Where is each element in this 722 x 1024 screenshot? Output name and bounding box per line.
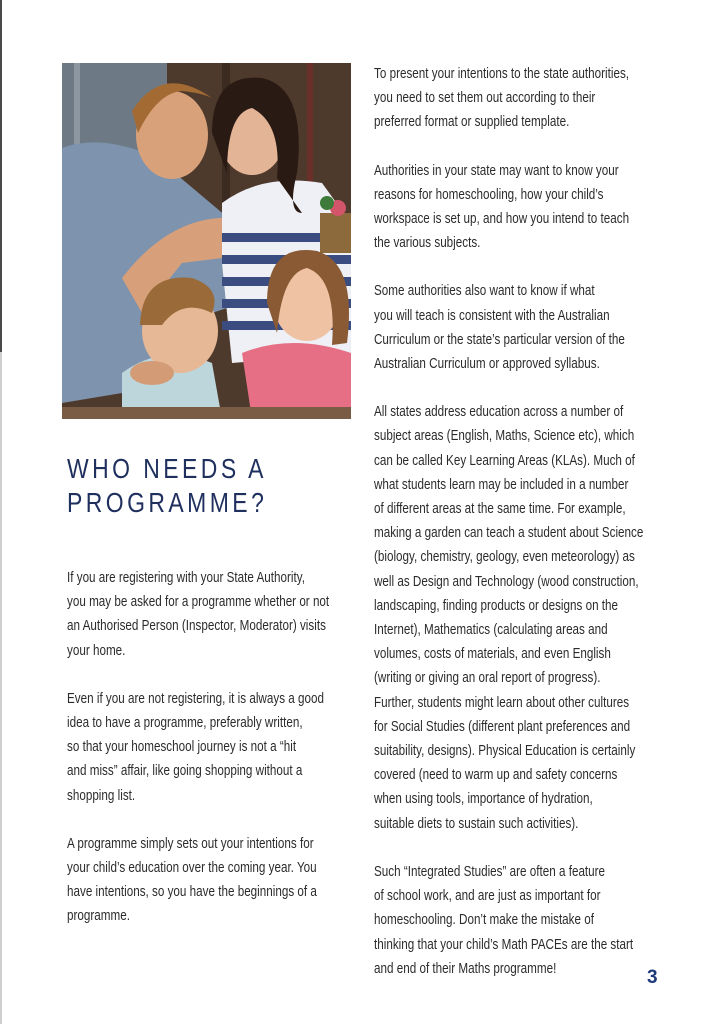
text-line: well as Design and Technology (wood construction,	[374, 573, 639, 590]
text-line: what students learn may be included in a number	[374, 476, 629, 493]
text-line: preferred format or supplied template.	[374, 114, 570, 131]
text-line: of school work, and are just as important for	[374, 888, 601, 905]
text-line: of different areas at the same time. For example,	[374, 501, 626, 518]
text-line: suitability, designs). Physical Education is certainly	[374, 743, 636, 760]
text-line: so that your homeschool journey is not a “hit	[67, 739, 297, 756]
text-line: reasons for homeschooling, how your child’s	[374, 186, 604, 203]
text-line: the various subjects.	[374, 235, 481, 252]
paragraph-not-registering	[67, 687, 324, 808]
text-line: making a garden can teach a student about Science	[374, 525, 644, 542]
text-line: your child’s education over the coming year. You	[67, 860, 317, 877]
text-line: your home.	[67, 642, 126, 659]
family-photo	[62, 63, 351, 419]
section-heading-line-1: WHO NEEDS A	[67, 453, 267, 484]
text-line: Some authorities also want to know if what	[374, 283, 595, 300]
text-line: Australian Curriculum or approved syllabus.	[374, 356, 600, 373]
text-line: an Authorised Person (Inspector, Moderator) visits	[67, 618, 326, 635]
paragraph-integrated-studies	[374, 860, 634, 981]
text-line: and end of their Maths programme!	[374, 960, 557, 977]
text-line: To present your intentions to the state authorities,	[374, 66, 630, 82]
page-binding-edge	[0, 0, 2, 352]
section-heading-line-2: PROGRAMME?	[67, 487, 268, 518]
right-column-text	[374, 62, 674, 1005]
text-line: Authorities in your state may want to know your	[374, 162, 619, 179]
text-line: (writing or giving an oral report of progress).	[374, 670, 601, 687]
text-line: Curriculum or the state’s particular version of the	[374, 331, 625, 348]
text-line: programme.	[67, 908, 130, 925]
text-line: (biology, chemistry, geology, even meteorology) as	[374, 549, 635, 566]
text-line: A programme simply sets out your intentions for	[67, 835, 314, 852]
text-line: have intentions, so you have the beginnings of a	[67, 884, 317, 901]
paragraph-programme-definition	[67, 832, 317, 929]
text-line: volumes, costs of materials, and even English	[374, 646, 611, 663]
text-line: and miss” affair, like going shopping without a	[67, 763, 303, 780]
text-line: Internet), Mathematics (calculating areas and	[374, 622, 608, 639]
text-line: landscaping, finding products or designs on the	[374, 597, 619, 614]
paragraph-australian-curriculum	[374, 279, 625, 376]
text-line: when using tools, importance of hydration,	[374, 791, 593, 808]
text-line: Even if you are not registering, it is always a good	[67, 690, 324, 707]
paragraph-authorities-reasons	[374, 159, 630, 256]
family-photo-illustration	[62, 63, 351, 419]
text-line: shopping list.	[67, 787, 136, 804]
text-line: subject areas (English, Maths, Science etc), which	[374, 428, 635, 445]
text-line: thinking that your child’s Math PACEs are the start	[374, 936, 634, 953]
text-line: suitable diets to sustain such activities).	[374, 815, 579, 832]
text-line: Such “Integrated Studies” are often a feature	[374, 863, 606, 880]
page-binding-edge-lower	[0, 352, 2, 1024]
page-number: 3	[647, 967, 658, 988]
text-line: workspace is set up, and how you intend to teach	[374, 211, 630, 228]
text-line: can be called Key Learning Areas (KLAs). Much of	[374, 452, 635, 469]
text-line: for Social Studies (different plant preferences and	[374, 718, 631, 735]
left-column-text	[67, 566, 357, 953]
text-line: you may be asked for a programme whether or not	[67, 594, 330, 611]
text-line: you need to set them out according to their	[374, 90, 596, 107]
section-heading	[67, 452, 305, 520]
paragraph-key-learning-areas	[374, 400, 644, 836]
text-line: All states address education across a number of	[374, 404, 624, 421]
text-line: covered (need to warm up and safety concerns	[374, 767, 618, 784]
text-line: you will teach is consistent with the Australian	[374, 307, 610, 324]
paragraph-registering	[67, 566, 330, 663]
paragraph-present-intentions	[374, 62, 630, 135]
text-line: homeschooling. Don’t make the mistake of	[374, 912, 594, 929]
text-line: If you are registering with your State Authority,	[67, 570, 305, 586]
text-line: idea to have a programme, preferably written,	[67, 715, 303, 732]
text-line: Further, students might learn about other cultures	[374, 694, 630, 711]
